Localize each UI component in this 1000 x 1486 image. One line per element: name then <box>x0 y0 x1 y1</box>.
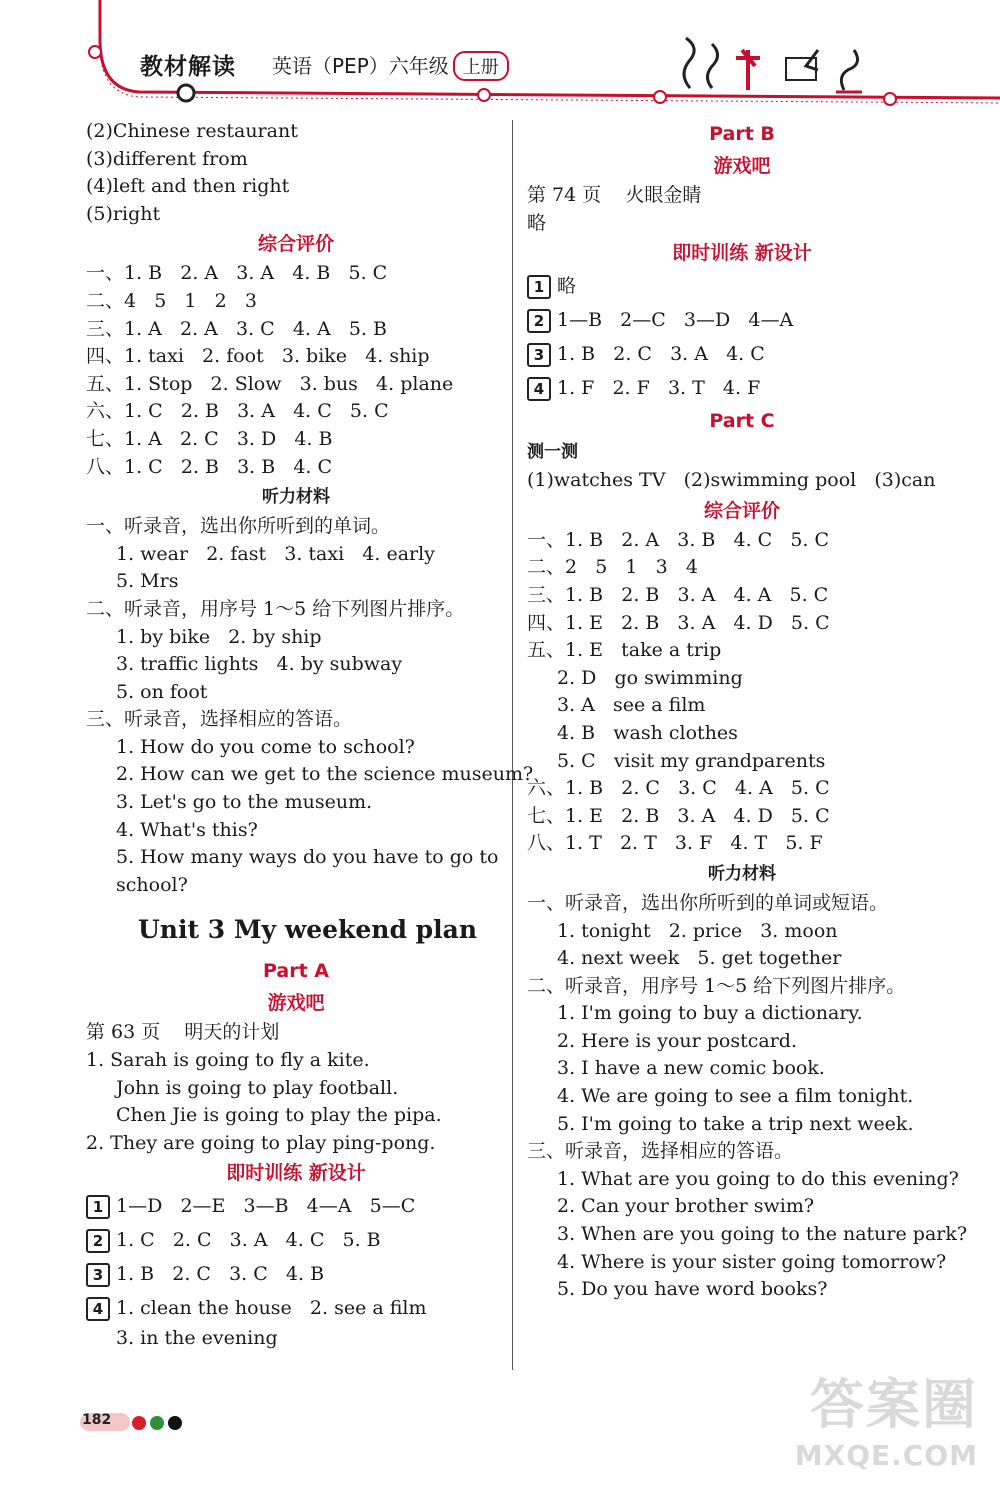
exercise-number-icon: 4 <box>527 377 551 401</box>
answer-line: 八、1. C 2. B 3. B 4. C <box>86 455 333 478</box>
answer-line-indented: 5. C visit my grandparents <box>557 749 826 772</box>
series-brand: 教材解读 <box>140 54 236 80</box>
page-number-bar <box>80 1412 192 1432</box>
answer-line-indented: 5. on foot <box>116 680 208 703</box>
exercise-answer-row <box>86 1291 506 1325</box>
answer-line-indented: 3. When are you going to the nature park? <box>557 1223 968 1246</box>
watermark <box>795 1362 978 1472</box>
answer-line: 略 <box>527 211 547 234</box>
answer-line-indented: 2. How can we get to the science museum? <box>116 763 534 786</box>
subsection-heading: 听力材料 <box>262 487 330 508</box>
answer-line-indented: 5. How many ways do you have to go to <box>116 846 499 869</box>
exercise-answer-row <box>86 1189 506 1223</box>
watermark-logo-text: 答案圈 <box>810 1373 978 1436</box>
answer-line: 2. They are going to play ping-pong. <box>86 1131 436 1154</box>
answer-line-indented: 1. What are you going to do this evening? <box>557 1167 959 1190</box>
watermark-url: MXQE.COM <box>794 1439 978 1472</box>
section-heading: 即时训练 新设计 <box>226 1162 366 1185</box>
black-dot-icon <box>168 1416 182 1430</box>
answer-line-indented: 5. I'm going to take a trip next week. <box>557 1112 914 1135</box>
exercise-answer-row <box>527 303 957 337</box>
exercise-number-icon: 4 <box>86 1297 110 1321</box>
subsection-heading: 听力材料 <box>708 863 776 884</box>
exercise-answer-row <box>527 337 957 371</box>
unit-title: Unit 3 My weekend plan <box>138 915 478 945</box>
red-dot-icon <box>132 1416 146 1430</box>
section-heading: 综合评价 <box>703 499 780 522</box>
answer-line: 一、1. B 2. A 3. B 4. C 5. C <box>527 528 830 551</box>
subject-text: 英语（PEP）六年级 <box>272 54 449 78</box>
exercise-number-icon: 1 <box>86 1195 110 1219</box>
answer-line: 一、1. B 2. A 3. A 4. B 5. C <box>86 262 388 285</box>
answer-line: 五、1. Stop 2. Slow 3. bus 4. plane <box>86 372 454 395</box>
exercise-answer-row <box>86 1257 506 1291</box>
right-column <box>527 118 968 1304</box>
subsection-heading: 测一测 <box>527 442 578 463</box>
answer-line-indented: 1. wear 2. fast 3. taxi 4. early <box>116 542 435 565</box>
answer-line: 第 74 页 火眼金睛 <box>527 184 702 206</box>
answer-line: 四、1. E 2. B 3. A 4. D 5. C <box>527 611 830 634</box>
exercise-number-icon: 3 <box>527 343 551 367</box>
answer-line: 三、1. B 2. B 3. A 4. A 5. C <box>527 583 829 606</box>
exercise-number-icon: 1 <box>527 275 551 299</box>
answer-line: 三、听录音，选择相应的答语。 <box>527 1140 794 1163</box>
exercise-number-icon: 2 <box>86 1229 110 1253</box>
answer-line-indented: 1. How do you come to school? <box>116 735 415 758</box>
answer-line-indented: school? <box>116 873 188 896</box>
answer-text: 略 <box>557 275 577 298</box>
section-heading: Part B <box>709 123 775 145</box>
answer-line: 一、听录音，选出你所听到的单词或短语。 <box>527 891 889 914</box>
answer-line: 七、1. E 2. B 3. A 4. D 5. C <box>527 804 830 827</box>
answer-line: (3)different from <box>86 147 248 170</box>
page-number: 182 <box>82 1412 112 1428</box>
green-dot-icon <box>150 1416 164 1430</box>
exercise-answer-row <box>527 371 957 405</box>
exercise-number-icon: 3 <box>86 1263 110 1287</box>
answer-text: 1. clean the house 2. see a film <box>116 1297 427 1320</box>
answer-line-indented: 1. by bike 2. by ship <box>116 625 322 648</box>
answer-line-indented: 5. Do you have word books? <box>557 1278 828 1301</box>
answer-text: 1. C 2. C 3. A 4. C 5. B <box>116 1229 381 1252</box>
answer-line-indented: 3. I have a new comic book. <box>557 1057 825 1080</box>
answer-line: 四、1. taxi 2. foot 3. bike 4. ship <box>86 345 430 368</box>
page-header <box>0 0 1000 110</box>
section-heading: 游戏吧 <box>267 992 325 1015</box>
answer-line: 二、听录音，用序号 1～5 给下列图片排序。 <box>86 597 465 620</box>
answer-line-indented: 2. Here is your postcard. <box>557 1029 797 1052</box>
answer-line: 六、1. B 2. C 3. C 4. A 5. C <box>527 777 830 800</box>
answer-line-indented: 3. in the evening <box>116 1327 278 1350</box>
answer-line-indented: 3. A see a film <box>557 694 706 717</box>
answer-line: 八、1. T 2. T 3. F 4. T 5. F <box>527 832 823 855</box>
answer-line-indented: 4. next week 5. get together <box>557 947 842 970</box>
section-heading: Part C <box>709 410 775 433</box>
answer-text: 1. B 2. C 3. C 4. B <box>116 1263 325 1286</box>
answer-line-indented: 2. D go swimming <box>557 666 743 689</box>
answer-line: 三、1. A 2. A 3. C 4. A 5. B <box>86 317 387 340</box>
volume-badge: 上册 <box>453 51 509 81</box>
answer-line-indented: 1. I'm going to buy a dictionary. <box>557 1002 863 1025</box>
answer-line: 三、听录音，选择相应的答语。 <box>86 708 353 731</box>
answer-line: 七、1. A 2. C 3. D 4. B <box>86 427 333 450</box>
answer-line: (2)Chinese restaurant <box>86 120 298 142</box>
answer-line-indented: 3. Let's go to the museum. <box>116 791 373 814</box>
answer-line: 二、4 5 1 2 3 <box>86 289 257 312</box>
answer-text: 1—D 2—E 3—B 4—A 5—C <box>116 1195 416 1218</box>
answer-line: (1)watches TV (2)swimming pool (3)can <box>527 469 936 492</box>
answer-line-indented: 4. What's this? <box>116 818 258 841</box>
exercise-answer-row <box>86 1223 506 1257</box>
answer-line: 一、听录音，选出你所听到的单词。 <box>86 515 391 538</box>
answer-line: 第 63 页 明天的计划 <box>86 1021 280 1044</box>
section-heading: 综合评价 <box>257 233 334 256</box>
answer-line: 二、2 5 1 3 4 <box>527 556 698 579</box>
answer-line-indented: 5. Mrs <box>116 570 179 593</box>
answer-line-indented: 4. B wash clothes <box>557 721 738 744</box>
answer-line: 1. Sarah is going to fly a kite. <box>86 1049 370 1072</box>
left-column <box>86 118 534 1353</box>
answer-line-indented: 1. tonight 2. price 3. moon <box>557 919 838 942</box>
answer-text: 1. F 2. F 3. T 4. F <box>557 377 761 400</box>
answer-line: (4)left and then right <box>86 175 290 198</box>
exercise-answer-row <box>527 269 957 303</box>
answer-line: 五、1. E take a trip <box>527 639 722 662</box>
section-heading: Part A <box>262 960 329 983</box>
exercise-number-icon: 2 <box>527 309 551 333</box>
answer-line-indented: Chen Jie is going to play the pipa. <box>116 1104 442 1127</box>
answer-line-indented: 4. We are going to see a film tonight. <box>557 1085 914 1108</box>
section-heading: 即时训练 新设计 <box>672 242 812 265</box>
answer-line: (5)right <box>86 202 161 225</box>
answer-line-indented: 4. Where is your sister going tomorrow? <box>557 1250 947 1273</box>
column-divider <box>512 120 513 1370</box>
answer-line-indented: John is going to play football. <box>116 1076 399 1099</box>
answer-line-indented: 2. Can your brother swim? <box>557 1195 815 1218</box>
answer-line-indented: 3. traffic lights 4. by subway <box>116 653 403 676</box>
answer-text: 1. B 2. C 3. A 4. C <box>557 343 765 366</box>
section-heading: 游戏吧 <box>713 155 771 177</box>
answer-line: 二、听录音，用序号 1～5 给下列图片排序。 <box>527 974 906 997</box>
answer-text: 1—B 2—C 3—D 4—A <box>557 309 794 332</box>
answer-line: 六、1. C 2. B 3. A 4. C 5. C <box>86 400 389 423</box>
subject-label <box>272 50 509 81</box>
